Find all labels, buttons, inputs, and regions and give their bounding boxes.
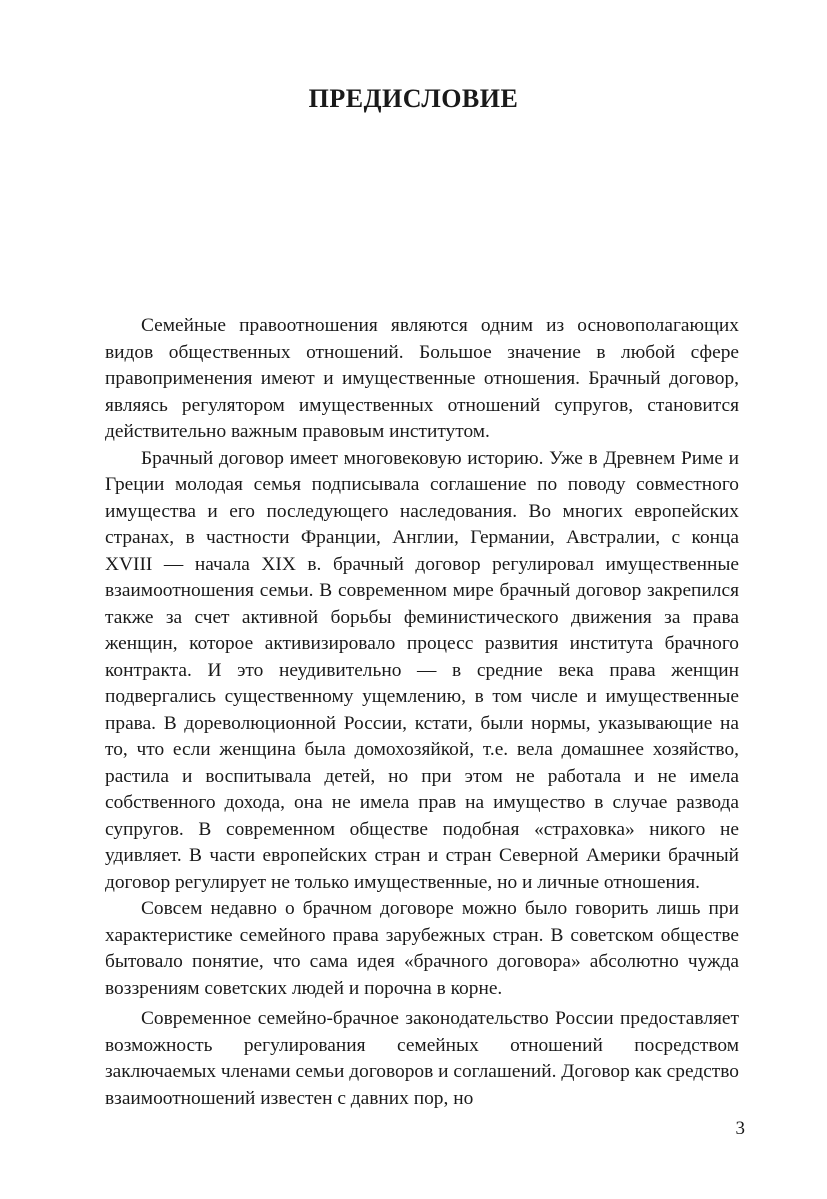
page-number: 3 (735, 1118, 745, 1139)
page-title: ПРЕДИСЛОВИЕ (308, 84, 519, 113)
paragraph: Современное семейно-брачное законодательство России предоставляет возможность регулирования семейных отношений посредством заключаемых членами семьи договоров и соглашений. Договор как средство взаимоотношений известен с давних пор, но (105, 1008, 739, 1109)
document-body (105, 313, 739, 1112)
paragraph: Брачный договор имеет многовековую историю. Уже в Древнем Риме и Греции молодая семья подписывала соглашение по поводу совместного имущества и его последующего наследования. Во многих европейских странах, в частности Франции, Англии, Германии, Австралии, с конца XVIII — начала XIX в. брачный договор регулировал имущественные взаимоотношения семьи. В современном мире брачный договор закрепился также за счет активной борьбы феминистического движения за права женщин, которое активизировало процесс развития института брачного контракта. И это неудивительно — в средние века права женщин подвергались существенному ущемлению, в том числе и имущественные права. В дореволюционной России, кстати, были нормы, указывающие на то, что если женщина была домохозяйкой, т.е. вела домашнее хозяйство, растила и воспитывала детей, но при этом не работала и не имела собственного дохода, она не имела прав на имущество в случае развода супругов. В современном обществе подобная «страховка» никого не удивляет. В части европейских стран и стран Северной Америки брачный договор регулирует не только имущественные, но и личные отношения. (105, 447, 739, 893)
paragraph: Семейные правоотношения являются одним из основополагающих видов общественных отношений. Большое значение в любой сфере правоприменения имеют и имущественные отношения. Брачный договор, являясь регулятором имущественных отношений супругов, становится действительно важным правовым институтом. (105, 315, 739, 442)
paragraph: Совсем недавно о брачном договоре можно было говорить лишь при характеристике семейного права зарубежных стран. В советском обществе бытовало понятие, что сама идея «брачного договора» абсолютно чужда воззрениям советских людей и порочна в корне. (105, 898, 739, 999)
